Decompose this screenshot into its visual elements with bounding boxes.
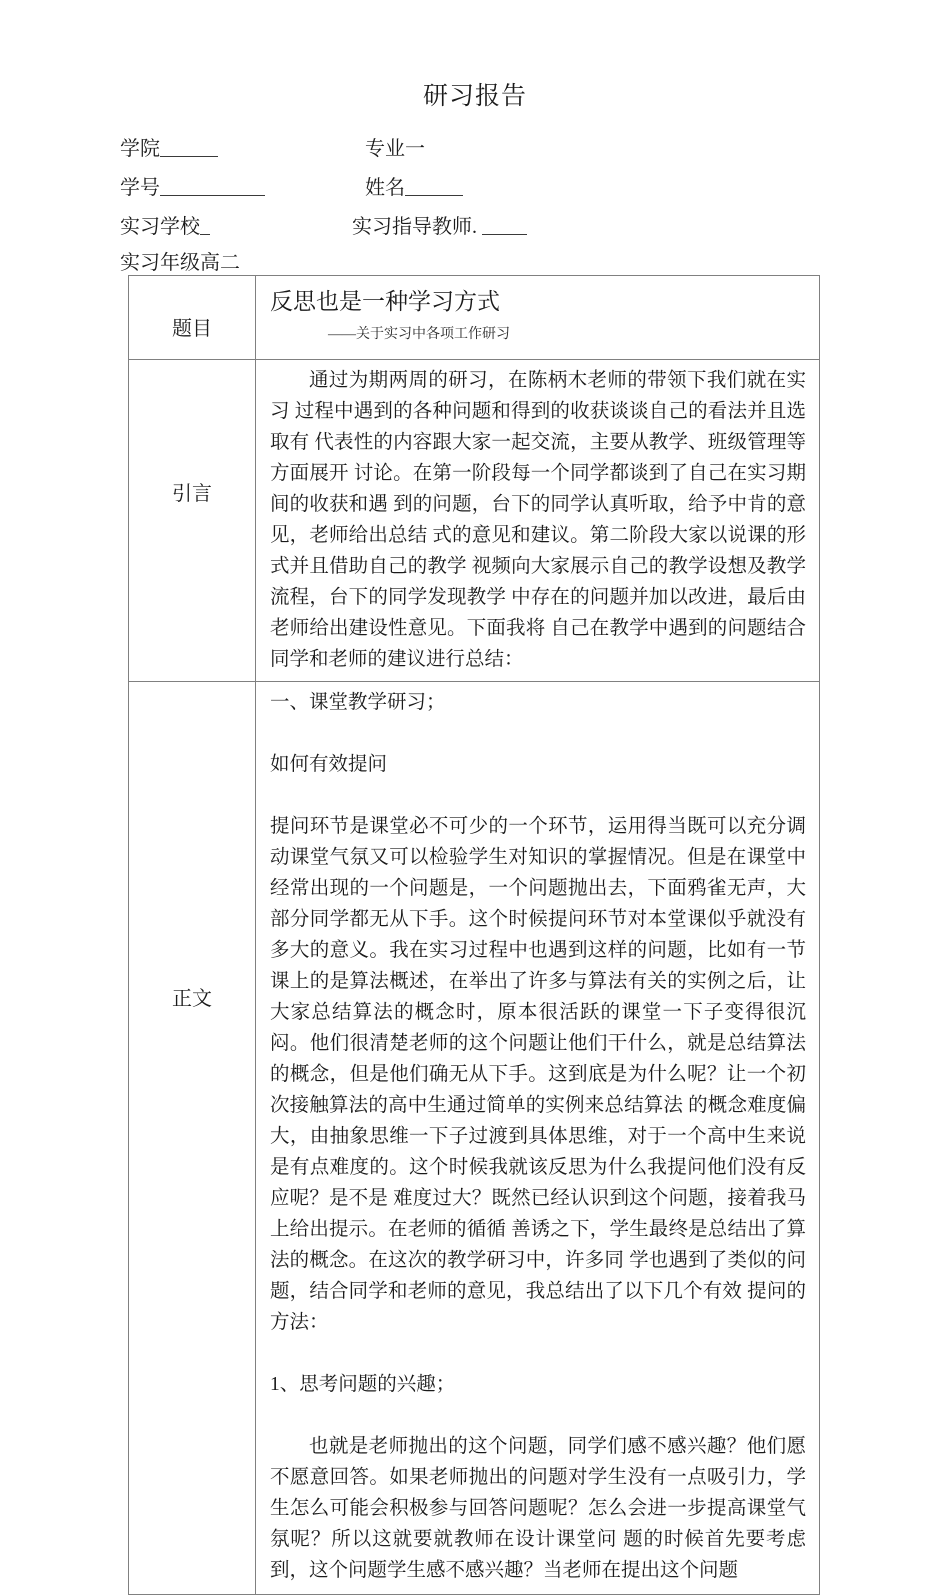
row-label-main: 正文 [172, 987, 212, 1010]
row-label-main-cell [129, 681, 256, 1594]
student-id-label: 学号 [120, 177, 160, 199]
row-label-intro: 引言 [172, 482, 212, 505]
title-content-cell [256, 276, 820, 360]
meta-row-college [120, 136, 950, 175]
spacer-4 [270, 1400, 806, 1431]
college-blank[interactable] [160, 136, 218, 157]
spacer-3 [270, 1338, 806, 1369]
name-label: 姓名 [365, 177, 405, 199]
supervisor-blank[interactable] [482, 214, 527, 235]
header-meta-block [0, 136, 950, 292]
meta-field-school [120, 214, 352, 237]
meta-field-college [120, 136, 365, 159]
school-label: 实习学校 [120, 216, 200, 238]
meta-field-grade [120, 253, 352, 273]
name-blank[interactable] [405, 175, 463, 196]
intro-paragraph: 通过为期两周的研习，在陈柄木老师的带领下我们就在实习 过程中遇到的各种问题和得到的收获谈谈自己的看法并且选取有 代表性的内容跟大家一起交流，主要从教学、班级管理等方面展开 讨论。在第一阶段每一个同学都谈到了自己在实习期间的收获和遇 到的问题，台下的同学认真听取，给予中肯的意见，老师给出总结 式的意见和建议。第二阶段大家以说课的形式并且借助自己的教学 视频向大家展示自己的教学设想及教学流程，台下的同学发现教学 中存在的问题并加以改进，最后由老师给出建设性意见。下面我将 自己在教学中遇到的问题结合同学和老师的建议进行总结： [270, 369, 806, 670]
spacer-1 [270, 718, 806, 749]
meta-row-student-id [120, 175, 950, 214]
supervisor-label: 实习指导教师. [352, 216, 477, 238]
table-row-title [129, 276, 820, 360]
table-row-intro [129, 359, 820, 681]
student-id-blank[interactable] [160, 175, 265, 196]
college-label: 学院 [120, 138, 160, 160]
paper-title: 反思也是一种学习方式 [270, 289, 500, 314]
row-label-intro-cell [129, 359, 256, 681]
intro-content-cell [256, 359, 820, 681]
main-content-cell [256, 681, 820, 1594]
report-table [128, 275, 820, 1595]
table-row-main [129, 681, 820, 1594]
meta-row-school [120, 214, 950, 253]
meta-field-supervisor [352, 214, 527, 237]
grade-value[interactable]: 高二 [200, 252, 240, 274]
grade-label: 实习年级 [120, 252, 200, 274]
main-paragraph-1: 提问环节是课堂必不可少的一个环节，运用得当既可以充分调动课堂气氛又可以检验学生对知识的掌握情况。但是在课堂中经常出现的一个问题是，一个问题抛出去，下面鸦雀无声，大部分同学都无从下手。这个时候提问环节对本堂课似乎就没有多大的意义。我在实习过程中也遇到这样的问题，比如有一节课上的是算法概述，在举出了许多与算法有关的实例之后，让大家总结算法的概念时，原本很活跃的课堂一下子变得很沉闷。他们很清楚老师的这个问题让他们干什么，就是总结算法的概念，但是他们确无从下手。这到底是为什么呢？让一个初次接触算法的高中生通过简单的实例来总结算法 的概念难度偏大，由抽象思维一下子过渡到具体思维，对于一个高中生来说 是有点难度的。这个时候我就该反思为什么我提问他们没有反应呢？是不是 难度过大？既然已经认识到这个问题，接着我马上给出提示。在老师的循循 善诱之下，学生最终是总结出了算法的概念。在这次的教学研习中，许多同 学也遇到了类似的问题，结合同学和老师的意见，我总结出了以下几个有效 提问的方法： [270, 815, 806, 1333]
meta-field-major [365, 139, 425, 159]
page-title: 研习报告 [422, 83, 527, 110]
major-label: 专业一 [365, 138, 425, 160]
school-blank[interactable] [200, 214, 210, 235]
meta-field-student-id [120, 175, 365, 198]
paper-subtitle: ——关于实习中各项工作研习 [328, 327, 510, 343]
meta-field-name [365, 175, 463, 198]
spacer-2 [270, 780, 806, 811]
row-label-title-cell [129, 276, 256, 360]
section-heading: 一、课堂教学研习； [270, 691, 446, 713]
subsection-heading: 如何有效提问 [270, 753, 388, 775]
main-paragraph-2: 也就是老师抛出的这个问题，同学们感不感兴趣？他们愿不愿意回答。如果老师抛出的问题对学生没有一点吸引力，学生怎么可能会积极参与回答问题呢？怎么会进一步提高课堂气氛呢？所以这就要就教师在设计课堂问 题的时候首先要考虑到，这个问题学生感不感兴趣？当老师在提出这个问题 [270, 1435, 806, 1581]
main-list-item-1: 1、思考问题的兴趣； [270, 1373, 456, 1395]
row-label-title: 题目 [172, 318, 212, 340]
